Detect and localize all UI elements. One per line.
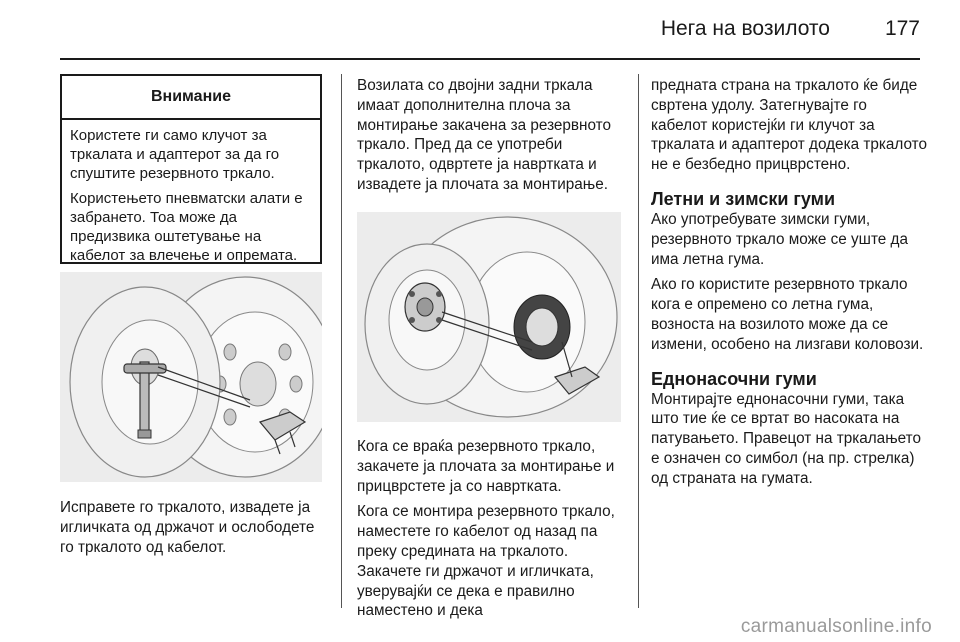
header-rule: [60, 58, 920, 60]
body-paragraph: Ако го користите резервното тркало кога е опремено со летна гума, возноста на возилото може да се измени, особено на лизгави коловози.: [651, 276, 924, 353]
body-paragraph: Возилата со двојни задни тркала имаат дополнителна плоча за монтирање закачена за резервното тркало. Пред да се употреби тркалото, одвртете ја навртката и извадете ја плочата за монтирање.: [357, 77, 612, 193]
column-divider-1: [341, 74, 342, 608]
heading-directional-tyres: Еднонасочни гуми: [651, 368, 817, 389]
column-1-text: [60, 498, 328, 563]
wrench-wheel-illustration: [60, 272, 322, 482]
figure-mounting-plate: [357, 212, 621, 422]
body-paragraph: Ако употребувате зимски гуми, резервното тркало може се уште да има летна гума.: [651, 210, 908, 268]
column-2-top: [357, 76, 627, 201]
body-paragraph: Кога се монтира резервното тркало, наместете го кабелот од назад па преку средината на тркалото. Закачете ги држачот и игличката, уверувајќи се дека е правилно наместено и дека: [357, 503, 615, 620]
heading-summer-winter-tyres: Летни и зимски гуми: [651, 188, 836, 209]
body-paragraph: Кога се враќа резервното тркало, закачете ја плочата за монтирање и прицврстете ја со навртката.: [357, 438, 615, 495]
watermark: carmanualsonline.info: [740, 616, 932, 637]
warning-title: Внимание: [62, 76, 320, 120]
warning-body: [62, 120, 320, 265]
body-paragraph: Монтирајте еднонасочни гуми, така што тие ќе се вртат во насоката на патувањето. Правецот на тркалањето е означен со симбол (на пр. стрелка) од страната на гумата.: [651, 390, 921, 487]
body-paragraph: предната страна на тркалото ќе биде свртена удолу. Затегнувајте го кабелот користејќи ги клучот за тркалата и адаптерот додека тркалото не е безбедно прицврстено.: [651, 77, 928, 174]
warning-paragraph: Користењето пневматски алати е забрането. Тоа може да предизвика оштетување на кабелот за влечење и опремата.: [70, 190, 303, 264]
column-divider-2: [638, 74, 639, 608]
warning-box: [60, 74, 322, 264]
column-3: [651, 76, 927, 495]
mounting-plate-illustration: [357, 212, 621, 422]
warning-paragraph: Користете ги само клучот за тркалата и адаптерот за да го спуштите резервното тркало.: [70, 127, 280, 182]
body-paragraph: Исправете го тркалото, извадете ја игличката од држачот и ослободете го тркалото од кабелот.: [60, 499, 315, 556]
column-2-bottom: [357, 437, 633, 627]
figure-wrench-wheel: [60, 272, 322, 482]
page-header-title: Нега на возилото: [660, 17, 830, 40]
page-number: 177: [884, 17, 920, 40]
